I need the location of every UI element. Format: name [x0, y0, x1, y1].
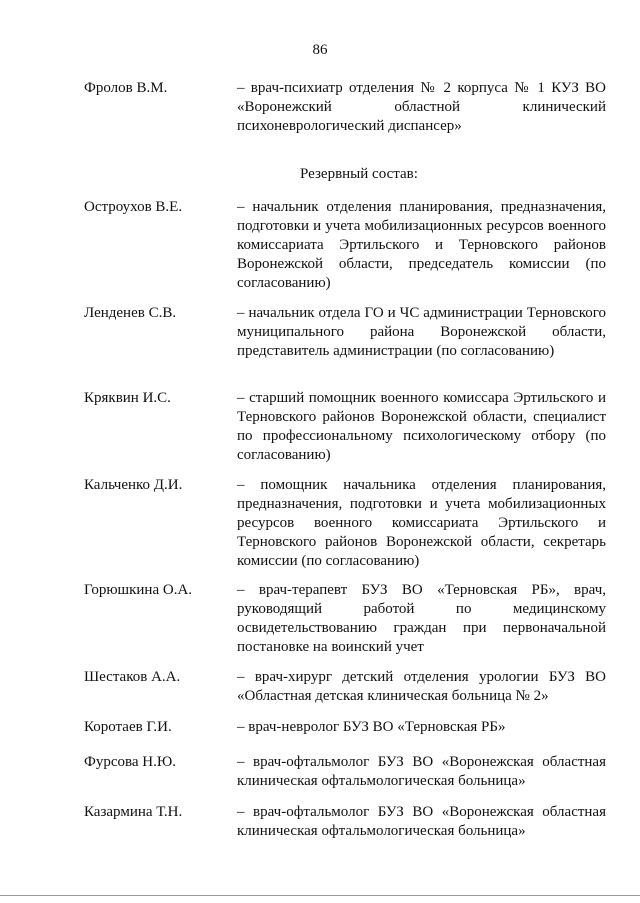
- member-description: – врач-офтальмолог БУЗ ВО «Воронежская областная клиническая офтальмологическая больница»: [237, 804, 606, 839]
- member-description: – врач-психиатр отделения № 2 корпуса № 1 КУЗ ВО «Воронежский областной клинический психоневрологический диспансер»: [237, 80, 606, 134]
- member-name: Ленденев С.В.: [84, 305, 177, 321]
- page-bottom-divider: [0, 895, 640, 896]
- member-description: – помощник начальника отделения планирования, предназначения, подготовки и учета мобилизационных ресурсов военного комиссариата Эртильского и Терновского районов Воронежской области, секретарь комиссии (по согласованию): [237, 477, 606, 569]
- member-name: Шестаков А.А.: [84, 669, 181, 685]
- member-name: Кряквин И.С.: [84, 390, 171, 406]
- member-name: Кальченко Д.И.: [84, 477, 183, 493]
- section-heading-reserve: Резервный состав:: [300, 166, 418, 182]
- member-name: Фролов В.М.: [84, 80, 168, 96]
- member-description: – врач-невролог БУЗ ВО «Терновская РБ»: [237, 719, 506, 735]
- member-description: – начальник отделения планирования, предназначения, подготовки и учета мобилизационных ресурсов военного комиссариата Эртильского и Терновского районов Воронежской области, председатель комиссии (по согласованию): [237, 199, 606, 291]
- member-description: – старший помощник военного комиссара Эртильского и Терновского районов Воронежской области, специалист по профессиональному психологическому отбору (по согласованию): [237, 390, 606, 463]
- page-number: 86: [312, 42, 328, 58]
- member-name: Горюшкина О.А.: [84, 582, 193, 598]
- member-description: – начальник отдела ГО и ЧС администрации Терновского муниципального района Воронежской области, представитель администрации (по согласованию): [237, 305, 606, 359]
- member-name: Фурсова Н.Ю.: [84, 754, 177, 770]
- member-description: – врач-хирург детский отделения урологии БУЗ ВО «Областная детская клиническая больница № 2»: [237, 669, 606, 704]
- member-description: – врач-офтальмолог БУЗ ВО «Воронежская областная клиническая офтальмологическая больница»: [237, 754, 606, 789]
- member-name: Остроухов В.Е.: [84, 199, 183, 215]
- member-name: Коротаев Г.И.: [84, 719, 172, 735]
- member-name: Казармина Т.Н.: [84, 804, 183, 820]
- member-description: – врач-терапевт БУЗ ВО «Терновская РБ», врач, руководящий работой по медицинскому освидетельствованию граждан при первоначальной постановке на воинский учет: [237, 582, 606, 655]
